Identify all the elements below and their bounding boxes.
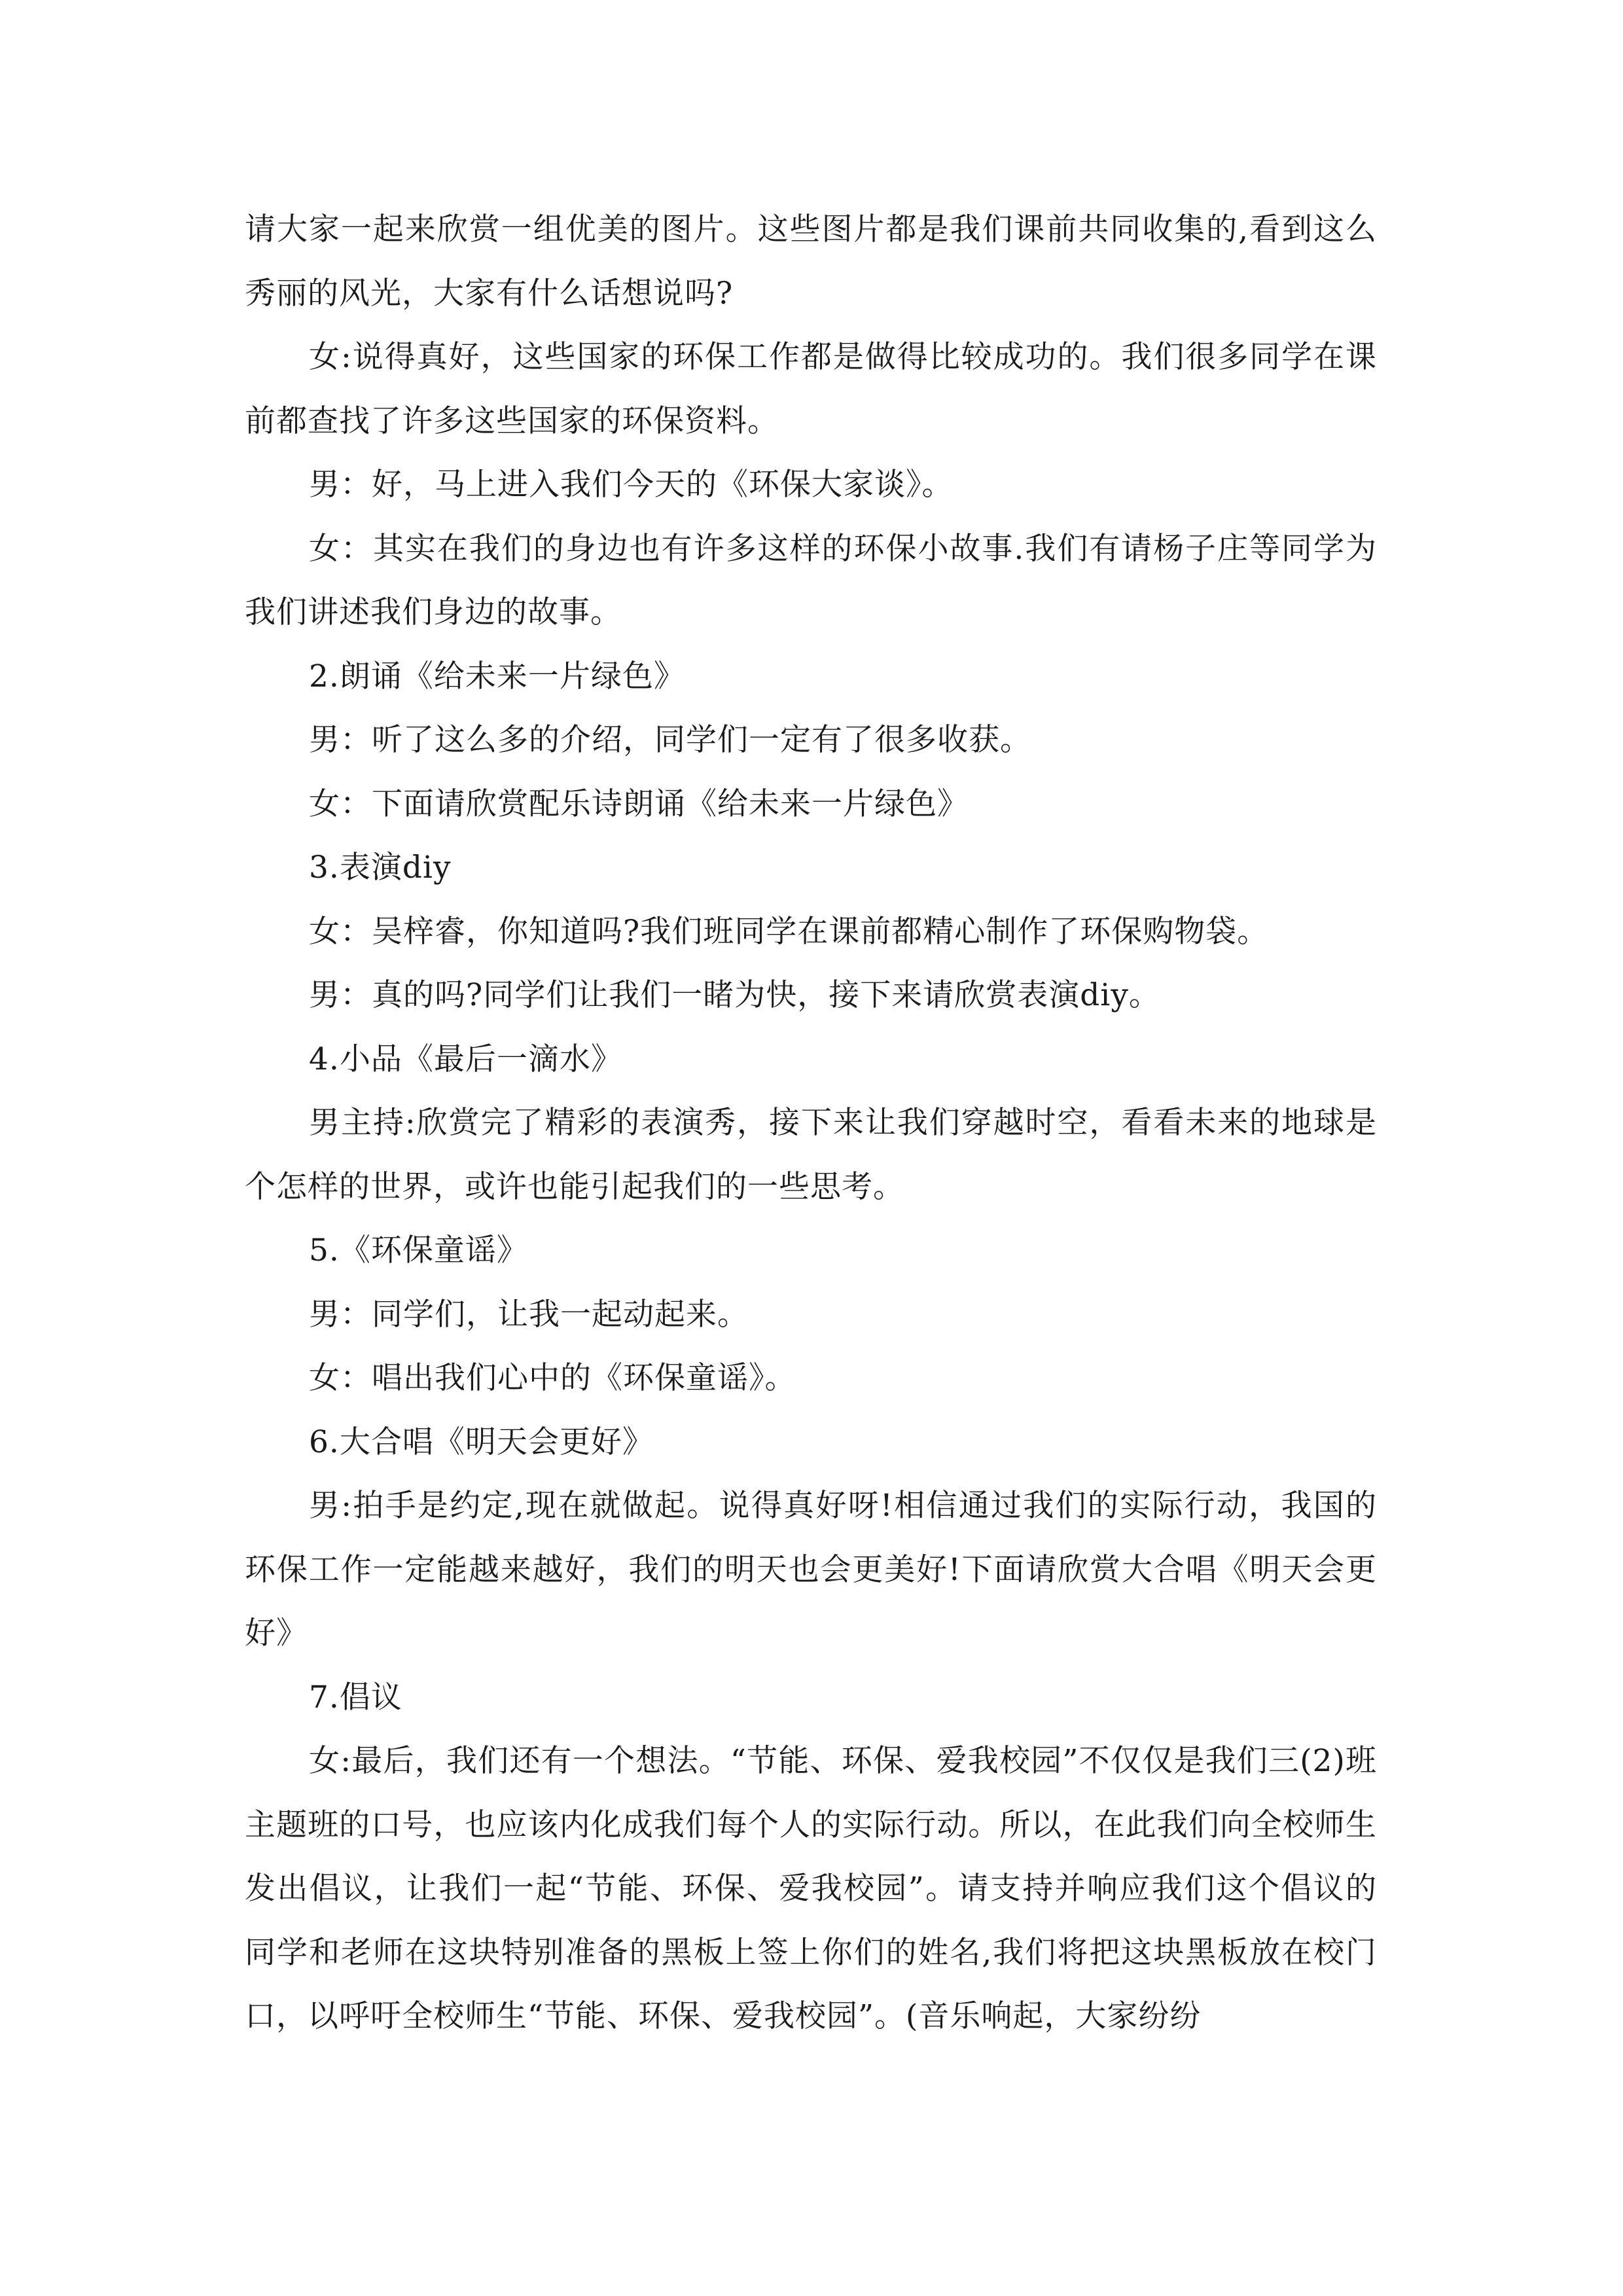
paragraph-2: 女:说得真好，这些国家的环保工作都是做得比较成功的。我们很多同学在课前都查找了许多这些国家的环保资料。 xyxy=(245,339,1377,439)
section-heading-7: 7.倡议 xyxy=(309,1679,402,1715)
section-heading-2: 2.朗诵《给未来一片绿色》 xyxy=(309,658,685,694)
paragraph-14: 男：同学们，让我一起动起来。 xyxy=(309,1296,749,1333)
paragraph-3: 男：好，马上进入我们今天的《环保大家谈》。 xyxy=(309,467,954,503)
paragraph-9: 女：吴梓睿，你知道吗?我们班同学在课前都精心制作了环保购物袋。 xyxy=(309,913,1269,950)
paragraph-6: 男：听了这么多的介绍，同学们一定有了很多收获。 xyxy=(309,722,1031,758)
paragraph-10: 男：真的吗?同学们让我们一睹为快，接下来请欣赏表演diy。 xyxy=(309,977,1160,1013)
paragraph-12: 男主持:欣赏完了精彩的表演秀，接下来让我们穿越时空，看看未来的地球是个怎样的世界，或许也能引起我们的一些思考。 xyxy=(245,1105,1377,1205)
document-body xyxy=(245,198,1377,2049)
section-heading-3: 3.表演diy xyxy=(309,850,452,886)
paragraph-1: 请大家一起来欣赏一组优美的图片。这些图片都是我们课前共同收集的,看到这么秀丽的风光，大家有什么话想说吗? xyxy=(245,211,1377,312)
paragraph-19: 女:最后，我们还有一个想法。“节能、环保、爱我校园”不仅仅是我们三(2)班主题班的口号，也应该内化成我们每个人的实际行动。所以，在此我们向全校师生发出倡议，让我们一起“节能、环保、爱我校园”。请支持并响应我们这个倡议的同学和老师在这块特别准备的黑板上签上你们的姓名,我们将把这块黑板放在校门口，以呼吁全校师生“节能、环保、爱我校园”。(音乐响起，大家纷纷 xyxy=(245,1743,1377,2034)
section-heading-5: 5.《环保童谣》 xyxy=(309,1232,528,1268)
paragraph-15: 女：唱出我们心中的《环保童谣》。 xyxy=(309,1360,796,1396)
section-heading-4: 4.小品《最后一滴水》 xyxy=(309,1041,622,1077)
section-heading-6: 6.大合唱《明天会更好》 xyxy=(309,1424,654,1460)
paragraph-17: 男:拍手是约定,现在就做起。说得真好呀!相信通过我们的实际行动，我国的环保工作一定能越来越好，我们的明天也会更美好!下面请欣赏大合唱《明天会更好》 xyxy=(245,1488,1377,1651)
paragraph-7: 女：下面请欣赏配乐诗朗诵《给未来一片绿色》 xyxy=(309,785,969,822)
paragraph-4: 女：其实在我们的身边也有许多这样的环保小故事.我们有请杨子庄等同学为我们讲述我们身边的故事。 xyxy=(245,530,1377,630)
